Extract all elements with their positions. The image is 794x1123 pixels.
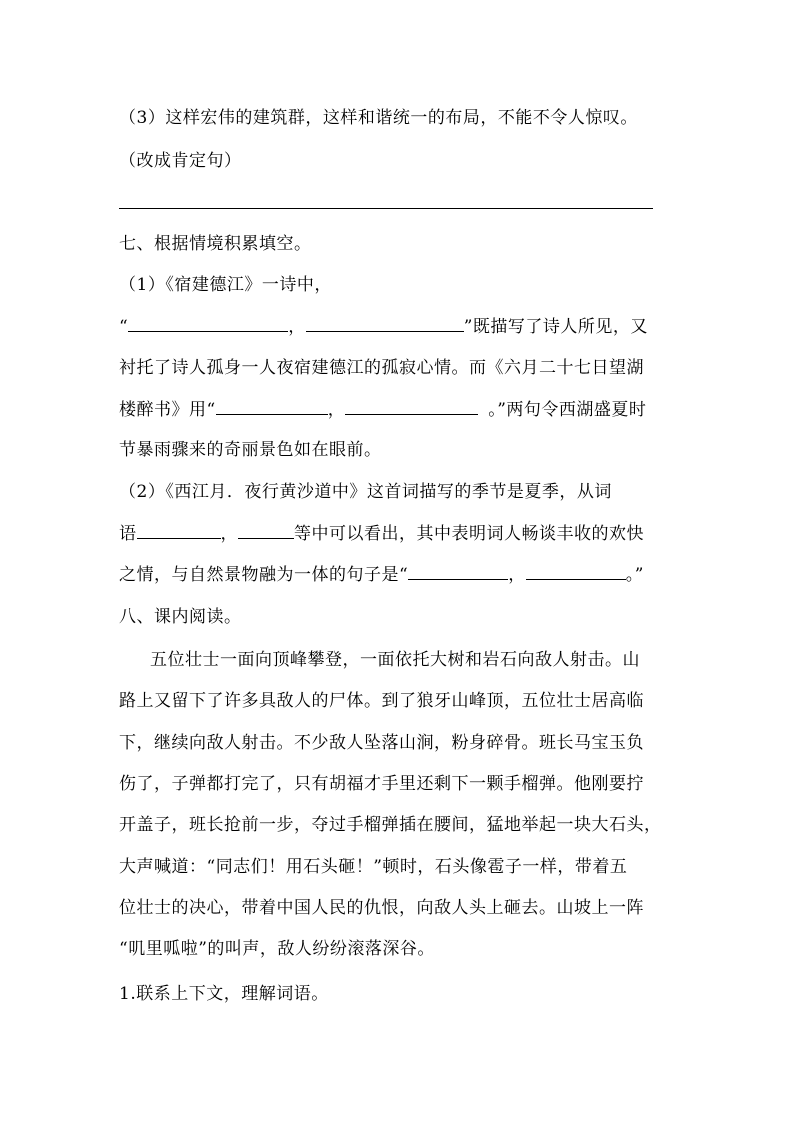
passage-line: “叽里呱啦”的叫声，敌人纷纷滚落深谷。 [119,939,435,959]
fill-blank[interactable] [345,398,478,415]
fill-blank[interactable] [306,315,464,332]
item-1-line-2 [119,315,648,338]
answer-line[interactable] [119,208,653,209]
question-3-instruction: （改成肯定句） [119,151,242,171]
item-1-line-5: 节暴雨骤来的奇丽景色如在眼前。 [119,440,382,460]
item-1-line-4-end: 。”两句令西湖盛夏时 [488,400,647,420]
comma: ， [508,565,526,585]
passage-line: 位壮士的决心，带着中国人民的仇恨，向敌人头上砸去。山坡上一阵 [119,898,644,918]
section-8-heading: 八、课内阅读。 [119,607,242,627]
item-2-line-2-end: 等中可以看出，其中表明词人畅谈丰收的欢快 [294,524,644,544]
passage-line: 下，继续向敌人射击。不少敌人坠落山涧，粉身碎骨。班长马宝玉负 [119,733,644,753]
passage-line: 五位壮士一面向顶峰攀登，一面依托大树和岩石向敌人射击。山 [150,650,640,670]
fill-blank[interactable] [137,522,221,539]
item-2-line-2 [119,522,644,545]
item-2-line-3 [119,563,644,586]
question-1: 1.联系上下文，理解词语。 [119,984,329,1004]
item-2-line-3-text: 之情，与自然景物融为一体的句子是“ [119,565,409,585]
item-1-line-4-text: 楼醉书》用“ [119,400,216,420]
passage-line: 伤了，子弹都打完了，只有胡福才手里还剩下一颗手榴弹。他刚要拧 [119,774,644,794]
comma: ， [288,317,306,337]
section-7-heading: 七、根据情境积累填空。 [119,234,312,254]
item-1-intro: （1）《宿建德江》一诗中， [119,275,332,295]
question-3-sentence: （3）这样宏伟的建筑群，这样和谐统一的布局，不能不令人惊叹。 [119,108,638,128]
fill-blank[interactable] [128,315,288,332]
fill-blank[interactable] [216,398,328,415]
item-1-line-4 [119,398,646,421]
comma: ， [220,524,238,544]
item-1-after-text: ”既描写了诗人所见，又 [463,317,648,337]
item-2-line-2-text: 语 [119,524,137,544]
passage-line: 开盖子，班长抢前一步，夺过手榴弹插在腰间，猛地举起一块大石头， [119,815,662,835]
open-quote: “ [119,317,129,337]
fill-blank[interactable] [526,563,626,580]
passage-line: 大声喊道：“同志们！用石头砸！”顿时，石头像雹子一样，带着五 [119,857,628,877]
item-2-line-3-end: 。” [625,565,644,585]
item-1-line-3: 衬托了诗人孤身一人夜宿建德江的孤寂心情。而《六月二十七日望湖 [119,358,644,378]
comma: ， [327,400,346,420]
fill-blank[interactable] [408,563,508,580]
item-2-line-1: （2）《西江月．夜行黄沙道中》这首词描写的季节是夏季，从词 [119,482,612,502]
passage-line: 路上又留下了许多具敌人的尸体。到了狼牙山峰顶，五位壮士居高临 [119,691,644,711]
fill-blank[interactable] [238,522,294,539]
